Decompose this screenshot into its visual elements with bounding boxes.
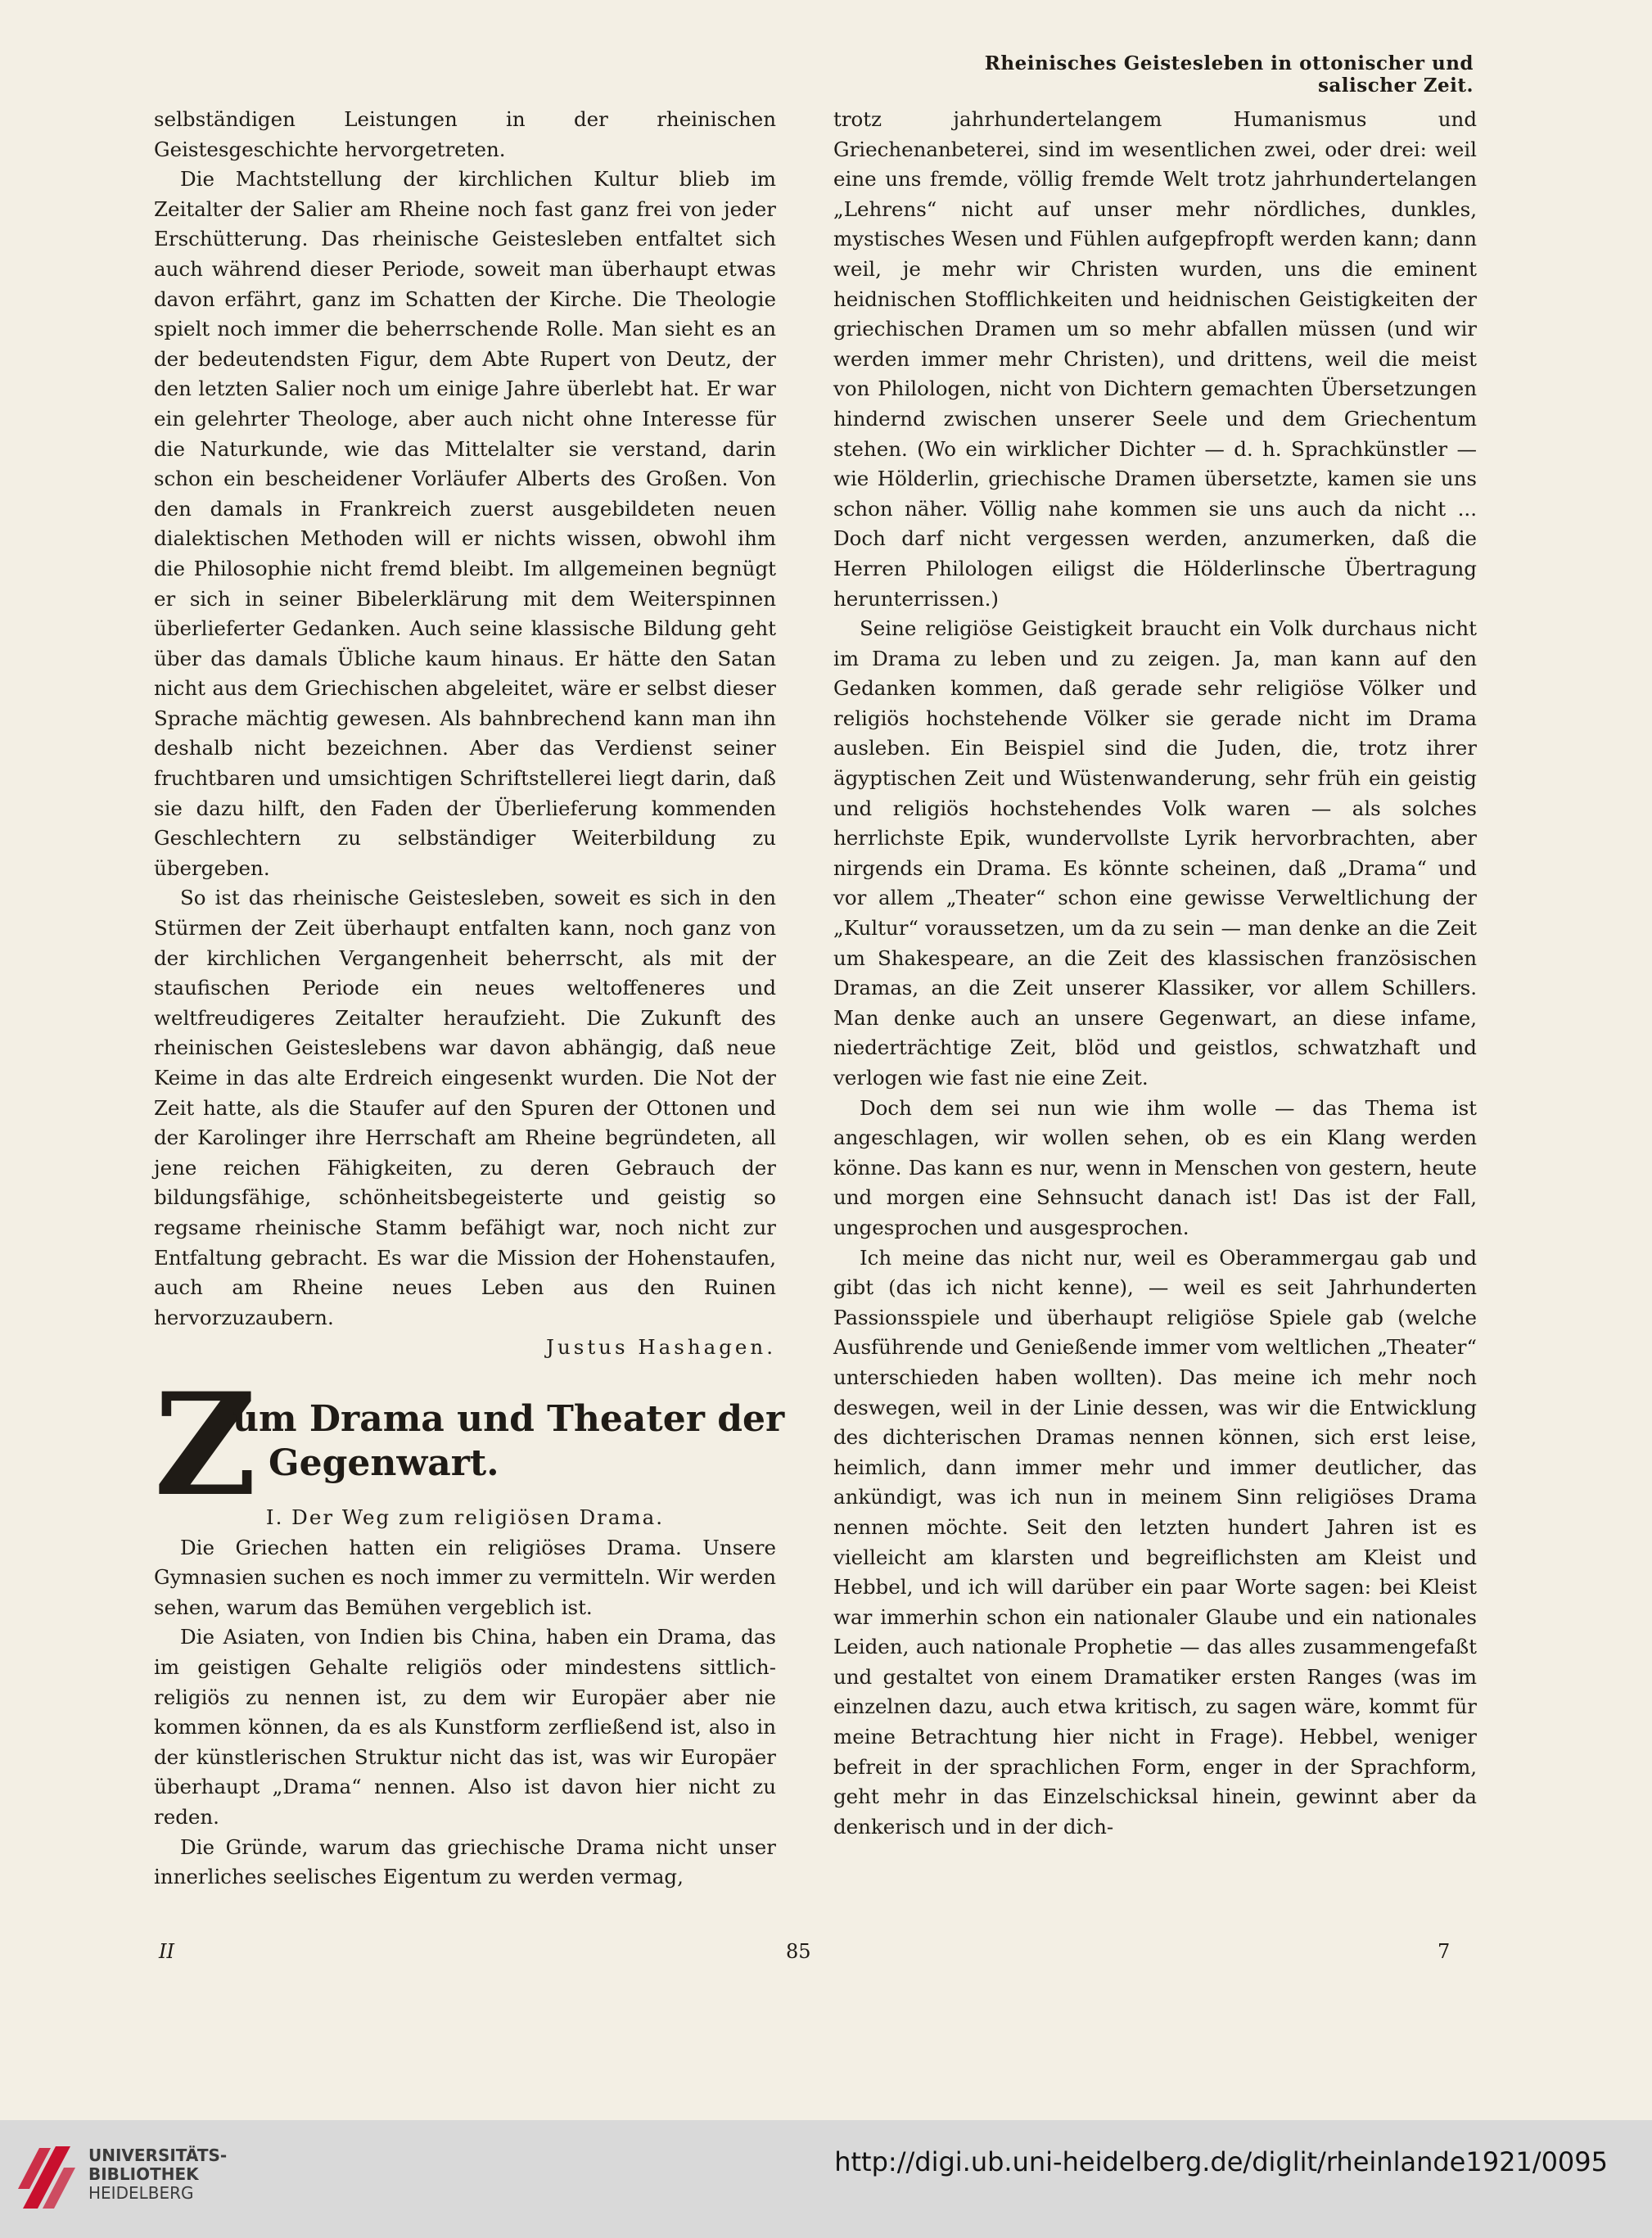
library-name-line-3: HEIDELBERG: [88, 2183, 194, 2203]
section-heading: I. Der Weg zum religiösen Drama.: [265, 1505, 665, 1529]
left-paragraph-0: selbständigen Leistungen in der rheinischen Geistesgeschichte hervorgetreten.: [154, 107, 776, 161]
running-title: Rheinisches Geistesleben in ottonischer und salischer Zeit.: [984, 52, 1474, 97]
library-name-line-1: UNIVERSITÄTS-: [88, 2146, 228, 2165]
drop-cap: Z: [154, 1361, 257, 1527]
author-signature: Justus Hashagen.: [546, 1335, 776, 1360]
title-line-2: Gegenwart.: [269, 1442, 499, 1484]
left-column: [154, 105, 776, 1363]
library-footer-bar: [0, 2120, 1652, 2238]
library-name-line-2: BIBLIOTHEK: [88, 2164, 199, 2184]
right-column: [833, 105, 1477, 1842]
right-paragraph-3: Ich meine das nicht nur, weil es Oberammergau gab und gibt (das ich nicht kenne), — weil es seit Jahrhunderten Passionsspiele und überhaupt religiöse Spiele gab (welche Ausführende und Genießende immer vom weltlichen „Theater“ unterschieden haben wollten). Das meine ich mehr noch deswegen, weil in der Linie dessen, was wir die Entwicklung des dichterischen Dramas nennen können, sich erst leise, heimlich, dann immer mehr und immer deutlicher, das ankündigt, was ich nun in meinem Sinn religiöses Drama nennen möchte. Seit den letzten hundert Jahren ist es vielleicht am klarsten und begreiflichsten am Kleist und Hebbel, und ich will darüber ein paar Worte sagen: bei Kleist war immerhin schon ein nationaler Glaube und ein nationales Leiden, auch nationale Prophetie — das alles zusammengefaßt und gestaltet von einem Dramatiker ersten Ranges (was im einzelnen dazu, auch etwa kritisch, zu sagen wäre, kommt für meine Betrachtung hier nicht in Frage). Hebbel, weniger befreit in der sprachlichen Form, enger in der Sprachform, geht mehr in das Einzelschicksal hinein, gewinnt aber da denkerisch und in der dich-: [833, 1245, 1477, 1839]
sheet-number: 7: [1438, 1940, 1451, 1963]
left-paragraph-2: So ist das rheinische Geistesleben, soweit es sich in den Stürmen der Zeit überhaupt entfalten kann, noch ganz von der kirchlichen Vergangenheit beherrscht, als mit der staufischen Periode ein neues weltoffeneres und weltfreudigeres Zeitalter heraufzieht. Die Zukunft des rheinischen Geisteslebens war davon abhängig, daß neue Keime in das alte Erdreich eingesenkt wurden. Die Not der Zeit hatte, als die Staufer auf den Spuren der Ottonen und der Karolinger ihre Herrschaft am Rheine begründeten, all jene reichen Fähigkeiten, zu deren Gebrauch der bildungsfähige, schönheitsbegeisterte und geistig so regsame rheinische Stamm befähigt war, noch nicht zur Entfaltung gebracht. Es war die Mission der Hohenstaufen, auch am Rheine neues Leben aus den Ruinen hervorzuzaubern.: [154, 886, 776, 1329]
signature-mark: II: [159, 1940, 174, 1963]
article-body-left: [154, 1503, 776, 1893]
title-line-1: um Drama und Theater der: [232, 1398, 785, 1440]
right-paragraph-2: Doch dem sei nun wie ihm wolle — das Thema ist angeschlagen, wir wollen sehen, ob es ein Klang werden könne. Das kann es nur, wenn in Menschen von gestern, heute und morgen eine Sehnsucht danach ist! Das ist der Fall, ungesprochen und ausgesprochen.: [833, 1095, 1477, 1239]
left-paragraph-1: Die Machtstellung der kirchlichen Kultur blieb im Zeitalter der Salier am Rheine noch fast ganz frei von jeder Erschütterung. Das rheinische Geistesleben entfaltet sich auch während dieser Periode, soweit man überhaupt etwas davon erfährt, ganz im Schatten der Kirche. Die Theologie spielt noch immer die beherrschende Rolle. Man sieht es an der bedeutendsten Figur, dem Abte Rupert von Deutz, der den letzten Salier noch um einige Jahre überlebt hat. Er war ein gelehrter Theologe, aber auch nicht ohne Interesse für die Naturkunde, wie das Mittelalter sie verstand, darin schon ein bescheidener Vorläufer Alberts des Großen. Von den damals in Frankreich zuerst ausgebildeten neuen dialektischen Methoden will er nichts wissen, obwohl ihm die Philosophie nicht fremd bleibt. Im allgemeinen begnügt er sich in seiner Bibelerklärung mit dem Weiterspinnen überlieferter Gedanken. Auch seine klassische Bildung geht über das damals Übliche kaum hinaus. Er hätte den Satan nicht aus dem Griechischen abgeleitet, wäre er selbst dieser Sprache mächtig gewesen. Als bahnbrechend kann man ihn deshalb nicht bezeichnen. Aber das Verdienst seiner fruchtbaren und umsichtigen Schriftstellerei liegt darin, daß sie dazu hilft, den Faden der Überlieferung kommenden Geschlechtern zu selbständiger Weiterbildung zu übergeben.: [154, 167, 776, 880]
right-paragraph-1: Seine religiöse Geistigkeit braucht ein Volk durchaus nicht im Drama zu leben und zu zeigen. Ja, man kann auf den Gedanken kommen, daß gerade sehr religiöse Völker und religiös hochstehende Völker sie gerade nicht im Drama ausleben. Ein Beispiel sind die Juden, die, trotz ihrer ägyptischen Zeit und Wüstenwanderung, sehr früh ein geistig und religiös hochstehendes Volk waren — als solches herrlichste Epik, wundervollste Lyrik hervorbrachten, aber nirgends ein Drama. Es könnte scheinen, daß „Drama“ und vor allem „Theater“ schon eine gewisse Verweltlichung der „Kultur“ voraussetzen, um da zu sein — man denke an die Zeit um Shakespeare, an die Zeit des klassischen französischen Dramas, an die Zeit unserer Klassiker, vor allem Schillers. Man denke auch an unsere Gegenwart, an diese infame, niederträchtige Zeit, blöd und geistlos, schwatzhaft und verlogen wie fast nie eine Zeit.: [833, 616, 1477, 1090]
article-paragraph-1: Die Griechen hatten ein religiöses Drama. Unsere Gymnasien suchen es noch immer zu vermitteln. Wir werden sehen, warum das Bemühen vergeblich ist.: [154, 1535, 776, 1619]
article-paragraph-3: Die Gründe, warum das griechische Drama nicht unser innerliches seelisches Eigentum zu werden vermag,: [154, 1834, 776, 1889]
page-number: 85: [786, 1940, 811, 1963]
right-paragraph-0: trotz jahrhundertelangem Humanismus und Griechenanbeterei, sind im wesentlichen zwei, oder drei: weil eine uns fremde, völlig fremde Welt trotz jahrhundertelangen „Lehrens“ nicht auf unser mehr nördliches, dunkles, mystisches Wesen und Fühlen aufgepfropft werden kann; dann weil, je mehr wir Christen wurden, uns die eminent heidnischen Stofflichkeiten und heidnischen Geistigkeiten der griechischen Dramen um so mehr abfallen müssen (und wir werden immer mehr Christen), und drittens, weil die meist von Philologen, nicht von Dichtern gemachten Übersetzungen hindernd zwischen unserer Seele und dem Griechentum stehen. (Wo ein wirklicher Dichter — d. h. Sprachkünstler — wie Hölderlin, griechische Dramen übersetzte, kamen sie uns schon näher. Völlig nahe kommen sie uns auch da nicht ... Doch darf nicht vergessen werden, anzumerken, daß die Herren Philologen eiligst die Hölderlinsche Übertragung herunterrissen.): [833, 107, 1477, 611]
article-paragraph-2: Die Asiaten, von Indien bis China, haben ein Drama, das im geistigen Gehalte religiös oder mindestens sittlich-religiös zu nennen ist, zu dem wir Europäer aber nie kommen können, da es als Kunstform zerfließend ist, also in der künstlerischen Struktur nicht das ist, was wir Europäer überhaupt „Drama“ nennen. Also ist davon hier nicht zu reden.: [154, 1625, 776, 1829]
library-logo-icon[interactable]: [18, 2138, 75, 2209]
library-name[interactable]: [88, 2146, 227, 2203]
permalink-url[interactable]: http://digi.ub.uni-heidelberg.de/diglit/rheinlande1921/0095: [834, 2146, 1608, 2177]
